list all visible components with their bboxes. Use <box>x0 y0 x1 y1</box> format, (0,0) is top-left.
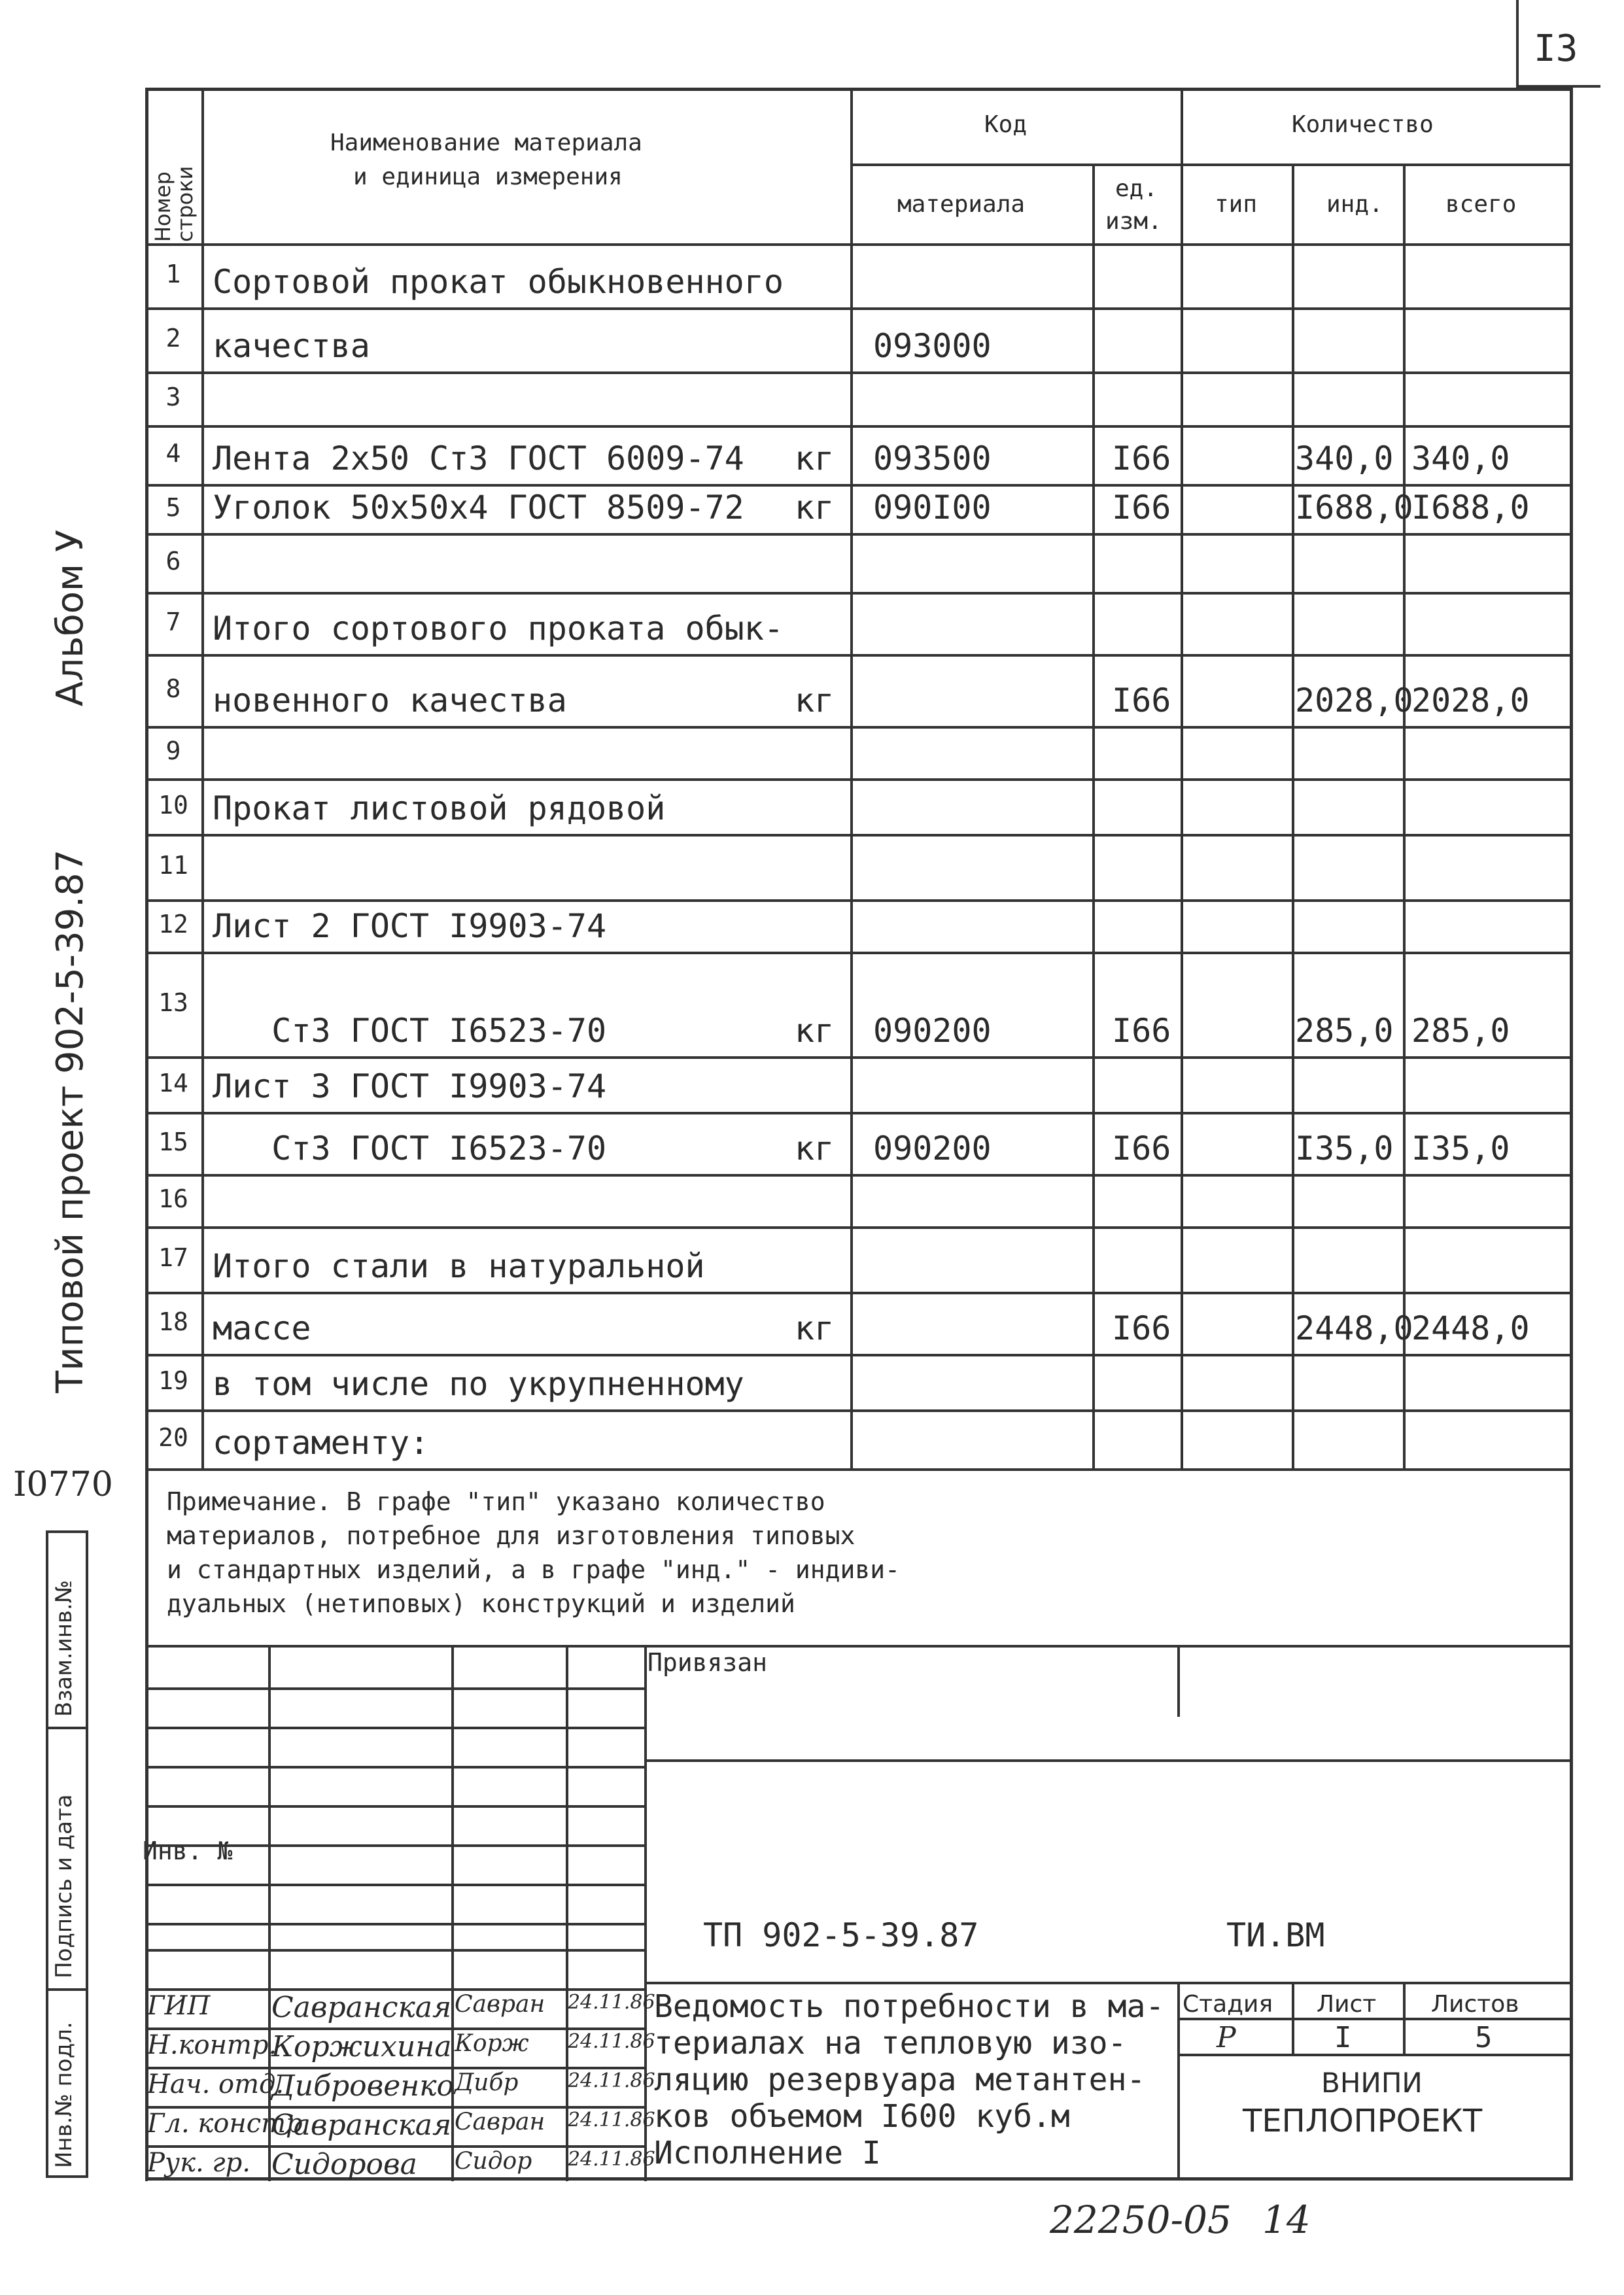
org-line2: ТЕПЛОПРОЕКТ <box>1243 2103 1483 2139</box>
vzam-inv-label: Взам.инв.№ <box>51 1579 77 1717</box>
row-number: 17 <box>158 1243 188 1272</box>
row-unit: I66 <box>1112 1012 1171 1050</box>
row-name: сортаменту: <box>213 1424 430 1462</box>
row-name: Лента 2х50 Ст3 ГОСТ 6009-74 <box>213 440 744 477</box>
row-number: 13 <box>158 988 188 1017</box>
header-total: всего <box>1445 191 1517 218</box>
row-name: в том числе по укрупненному <box>213 1365 744 1403</box>
inv-code: I0770 <box>13 1465 113 1504</box>
doc-mark: ТИ.ВМ <box>1226 1916 1325 1954</box>
row-number: 14 <box>158 1068 188 1097</box>
row-number: 18 <box>158 1307 188 1336</box>
row-number: 6 <box>165 547 181 576</box>
signer-sign: Савран <box>455 1991 545 2018</box>
row-name: качества <box>213 327 370 365</box>
header-quantity: Количество <box>1292 111 1434 138</box>
signer-sign: Корж <box>455 2030 529 2057</box>
bottom-page: 14 <box>1262 2198 1311 2242</box>
row-name: массе <box>213 1309 311 1347</box>
signer-role: ГИП <box>147 1991 211 2021</box>
row-ind: 285,0 <box>1295 1012 1394 1050</box>
signer-name: Дибровенко <box>271 2069 455 2103</box>
row-code: 093500 <box>873 440 992 477</box>
sheet-number: I3 <box>1534 27 1578 70</box>
row-uom: кг <box>795 682 835 719</box>
sheets-value: 5 <box>1475 2021 1493 2054</box>
row-number: 8 <box>165 674 181 703</box>
header-unit-2: изм. <box>1105 208 1162 235</box>
row-number: 11 <box>158 851 188 880</box>
row-number: 1 <box>165 260 181 288</box>
row-name: Сортовой прокат обыкновенного <box>213 263 784 301</box>
row-unit: I66 <box>1112 1130 1171 1167</box>
header-unit-1: ед. <box>1115 175 1158 202</box>
doc-title: Ведомость потребности в ма- териалах на тепловую изо- ляцию резервуара метантен- ков объемом I600 куб.м Исполнение I <box>654 1988 1165 2171</box>
signer-date: 24.11.86 <box>568 2030 655 2053</box>
row-number: 12 <box>158 910 188 939</box>
signer-role: Нач. отд. <box>147 2069 285 2099</box>
row-uom: кг <box>795 1012 835 1050</box>
header-name-line1: Наименование материала <box>330 129 642 156</box>
row-total: 285,0 <box>1411 1012 1510 1050</box>
row-number: 16 <box>158 1184 188 1213</box>
row-number: 2 <box>165 324 181 353</box>
signer-role: Гл. констр <box>147 2109 303 2139</box>
signer-name: Савранская <box>271 2109 452 2142</box>
note-text: Примечание. В графе "тип" указано количество материалов, потребное для изготовления типовых и стандартных изделий, а в графе "инд." - индиви- дуальных (нетиповых) конструкций и изделий <box>167 1487 901 1618</box>
album-label: Альбом У <box>49 529 92 706</box>
row-number: 4 <box>165 439 181 468</box>
row-code: 093000 <box>873 327 992 365</box>
row-number: 3 <box>165 383 181 411</box>
org-line1: ВНИПИ <box>1321 2067 1423 2099</box>
row-unit: I66 <box>1112 440 1171 477</box>
sign-date-label: Подпись и дата <box>51 1794 77 1978</box>
row-name: Лист 2 ГОСТ I9903-74 <box>213 907 607 945</box>
header-row-no: Номер строки <box>150 165 198 242</box>
signer-role: Н.контр. <box>147 2030 277 2060</box>
row-name: Ст3 ГОСТ I6523-70 <box>213 1012 607 1050</box>
row-ind: I688,0 <box>1295 489 1413 526</box>
row-uom: кг <box>795 1130 835 1167</box>
stage-value: Р <box>1217 2021 1236 2054</box>
row-number: 7 <box>165 607 181 636</box>
signer-date: 24.11.86 <box>568 2148 655 2171</box>
row-total: 2448,0 <box>1411 1309 1530 1347</box>
row-code: 090I00 <box>873 489 992 526</box>
header-code: Код <box>984 111 1028 138</box>
signer-date: 24.11.86 <box>568 2069 655 2092</box>
header-name-line2: и единица измерения <box>353 164 623 190</box>
row-name: Итого стали в натуральной <box>213 1247 705 1285</box>
row-number: 9 <box>165 736 181 765</box>
row-uom: кг <box>795 1309 835 1347</box>
privyazan-label: Привязан <box>648 1648 768 1677</box>
row-name: Прокат листовой рядовой <box>213 789 666 827</box>
doc-code: ТП 902-5-39.87 <box>703 1916 979 1954</box>
signer-role: Рук. гр. <box>147 2148 251 2178</box>
row-unit: I66 <box>1112 1309 1171 1347</box>
row-ind: 2448,0 <box>1295 1309 1413 1347</box>
row-total: 2028,0 <box>1411 682 1530 719</box>
signer-sign: Савран <box>455 2109 545 2135</box>
row-total: I35,0 <box>1411 1130 1510 1167</box>
row-ind: 2028,0 <box>1295 682 1413 719</box>
row-ind: I35,0 <box>1295 1130 1394 1167</box>
sheets-label: Листов <box>1431 1991 1519 2018</box>
signer-date: 24.11.86 <box>568 2109 655 2131</box>
row-name: Итого сортового проката обык- <box>213 610 784 647</box>
row-uom: кг <box>795 489 835 526</box>
row-number: 19 <box>158 1366 188 1395</box>
inv-no-label: Инв. № <box>143 1837 233 1865</box>
row-code: 090200 <box>873 1012 992 1050</box>
signer-name: Коржихина <box>271 2030 452 2063</box>
row-unit: I66 <box>1112 682 1171 719</box>
bottom-code: 22250-05 <box>1050 2198 1232 2242</box>
row-ind: 340,0 <box>1295 440 1394 477</box>
stage-label: Стадия <box>1183 1991 1273 2018</box>
sheet-value: I <box>1334 2021 1352 2054</box>
signer-sign: Дибр <box>455 2069 519 2096</box>
row-name: Уголок 50х50х4 ГОСТ 8509-72 <box>213 489 744 526</box>
row-total: 340,0 <box>1411 440 1510 477</box>
row-unit: I66 <box>1112 489 1171 526</box>
row-number: 15 <box>158 1127 188 1156</box>
project-label: Типовой проект 902-5-39.87 <box>49 849 92 1393</box>
row-number: 10 <box>158 790 188 820</box>
row-name: Ст3 ГОСТ I6523-70 <box>213 1130 607 1167</box>
header-material: материала <box>897 191 1026 218</box>
signer-name: Сидорова <box>271 2148 417 2181</box>
row-number: 5 <box>165 492 181 522</box>
inv-podl-label: Инв.№ подл. <box>51 2022 77 2168</box>
signer-name: Савранская <box>271 1991 452 2024</box>
row-code: 090200 <box>873 1130 992 1167</box>
row-uom: кг <box>795 440 835 477</box>
sheet-label: Лист <box>1317 1991 1377 2018</box>
row-name: Лист 3 ГОСТ I9903-74 <box>213 1067 607 1105</box>
signer-sign: Сидор <box>455 2148 532 2175</box>
row-number: 20 <box>158 1423 188 1452</box>
signer-date: 24.11.86 <box>568 1991 655 2014</box>
row-total: I688,0 <box>1411 489 1530 526</box>
row-name: новенного качества <box>213 682 567 719</box>
header-ind: инд. <box>1326 191 1383 218</box>
header-type: тип <box>1215 191 1258 218</box>
